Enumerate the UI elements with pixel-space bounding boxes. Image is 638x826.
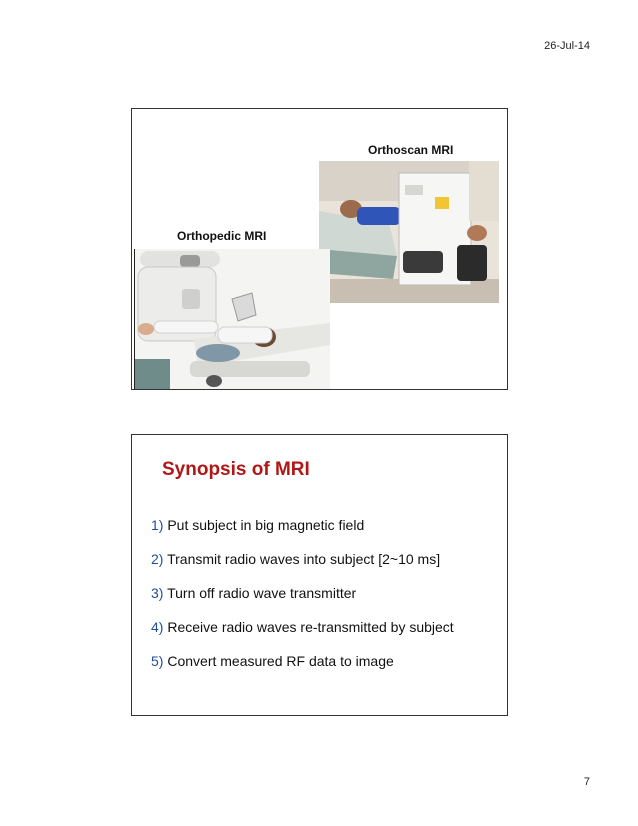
step-number: 4) <box>151 619 164 635</box>
list-item <box>151 517 454 551</box>
step-number: 3) <box>151 585 164 601</box>
list-item <box>151 653 454 687</box>
step-text: Convert measured RF data to image <box>167 653 394 669</box>
orthoscan-mri-photo <box>319 161 499 303</box>
step-text: Receive radio waves re-transmitted by subject <box>167 619 454 635</box>
slide-title: Synopsis of MRI <box>162 459 310 480</box>
list-item <box>151 585 454 619</box>
slide-synopsis <box>131 434 508 716</box>
orthopedic-mri-photo <box>134 249 330 389</box>
list-item <box>151 619 454 653</box>
header-date: 26-Jul-14 <box>544 40 590 52</box>
caption-orthoscan: Orthoscan MRI <box>368 143 454 157</box>
step-number: 5) <box>151 653 164 669</box>
step-text: Transmit radio waves into subject [2~10 ms] <box>167 551 441 567</box>
synopsis-steps-list <box>151 517 454 687</box>
slide-mri-photos <box>131 108 508 390</box>
page-number: 7 <box>583 776 590 788</box>
step-text: Put subject in big magnetic field <box>167 517 365 533</box>
step-number: 1) <box>151 517 164 533</box>
step-text: Turn off radio wave transmitter <box>167 585 357 601</box>
caption-orthopedic: Orthopedic MRI <box>177 229 267 243</box>
step-number: 2) <box>151 551 164 567</box>
list-item <box>151 551 454 585</box>
